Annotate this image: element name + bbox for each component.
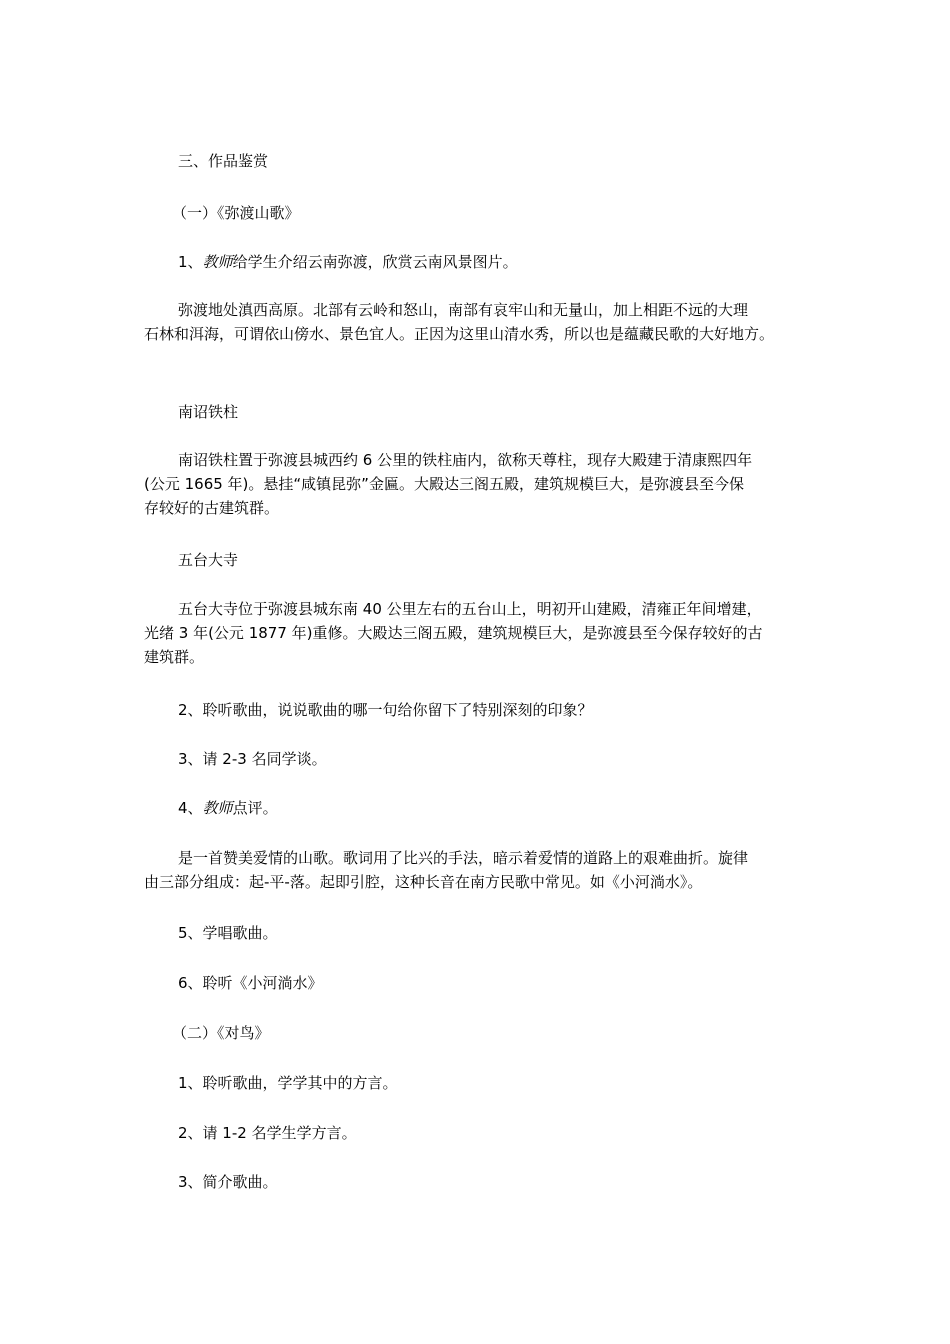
- comment-paragraph-line: 由三部分组成：起-平-落。起即引腔，这种长音在南方民歌中常见。如《小河淌水》。: [144, 873, 703, 891]
- comment-paragraph-line: 是一首赞美爱情的山歌。歌词用了比兴的手法，暗示着爱情的道路上的艰难曲折。旋律: [178, 849, 749, 867]
- item-1-text: 给学生介绍云南弥渡，欣赏云南风景图片。: [232, 253, 518, 271]
- item-3: 3、请 2-3 名同学谈。: [178, 750, 327, 768]
- nanzhao-paragraph-line: 南诏铁柱置于弥渡县城西约 6 公里的铁柱庙内，欲称天尊柱，现存大殿建于清康熙四年: [178, 451, 753, 469]
- item-1-teacher: 教师: [202, 253, 233, 271]
- item-2: 2、聆听歌曲，说说歌曲的哪一句给你留下了特别深刻的印象？: [178, 701, 593, 719]
- wutai-paragraph-line: 五台大寺位于弥渡县城东南 40 公里左右的五台山上，明初开山建殿，清雍正年间增建，: [178, 600, 762, 618]
- item-6: 6、聆听《小河淌水》: [178, 974, 323, 992]
- item-5: 5、学唱歌曲。: [178, 924, 278, 942]
- nanzhao-paragraph-line: 存较好的古建筑群。: [144, 499, 280, 517]
- midu-paragraph: [144, 298, 824, 346]
- subsection-heading-duiniao: （二）《对鸟》: [172, 1024, 270, 1042]
- item-1-prefix: 1、: [178, 253, 203, 271]
- comment-paragraph: [144, 846, 824, 894]
- wutai-paragraph: [144, 597, 824, 669]
- item-4: [178, 796, 824, 820]
- item-4-prefix: 4、: [178, 799, 203, 817]
- sub2-item-2: 2、请 1-2 名学生学方言。: [178, 1124, 357, 1142]
- nanzhao-paragraph-line: (公元 1665 年)。悬挂“咸镇昆弥”金匾。大殿达三阁五殿，建筑规模巨大，是弥渡县至今保: [144, 475, 744, 493]
- item-4-teacher: 教师: [202, 799, 233, 817]
- midu-paragraph-line: 石林和洱海，可谓依山傍水、景色宜人。正因为这里山清水秀，所以也是蕴藏民歌的大好地方。: [144, 325, 775, 343]
- nanzhao-title: 南诏铁柱: [178, 403, 239, 421]
- nanzhao-paragraph: [144, 448, 824, 520]
- sub2-item-3: 3、简介歌曲。: [178, 1173, 278, 1191]
- wutai-paragraph-line: 建筑群。: [144, 648, 205, 666]
- sub2-item-1: 1、聆听歌曲，学学其中的方言。: [178, 1074, 398, 1092]
- wutai-paragraph-line: 光绪 3 年(公元 1877 年)重修。大殿达三阁五殿，建筑规模巨大，是弥渡县至今保存较好的古: [144, 624, 763, 642]
- item-4-text: 点评。: [232, 799, 278, 817]
- subsection-heading-midu: （一）《弥渡山歌》: [172, 204, 300, 222]
- midu-paragraph-line: 弥渡地处滇西高原。北部有云岭和怒山，南部有哀牢山和无量山，加上相距不远的大理: [178, 301, 749, 319]
- item-1: [178, 250, 824, 274]
- wutai-title: 五台大寺: [178, 551, 239, 569]
- section-heading: 三、作品鉴赏: [178, 152, 269, 170]
